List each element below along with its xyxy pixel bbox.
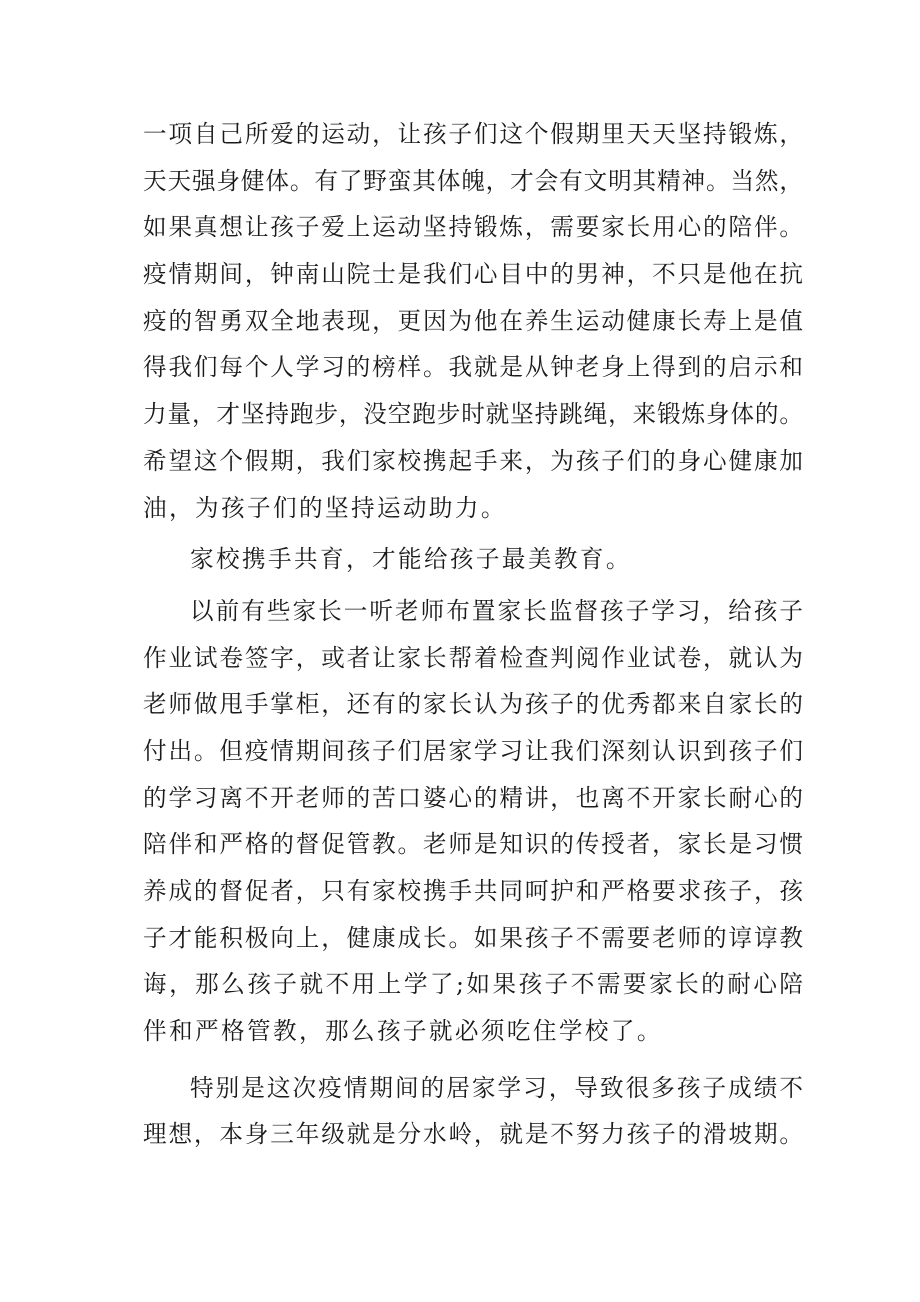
paragraph-line: 希望这个假期，我们家校携起手来，为孩子们的身心健康加 <box>143 446 803 475</box>
paragraph-line: 作业试卷签字，或者让家长帮着检查判阅作业试卷，就认为 <box>143 643 803 672</box>
paragraph-line: 家校携手共育，才能给孩子最美教育。 <box>190 545 632 574</box>
paragraph-line: 得我们每个人学习的榜样。我就是从钟老身上得到的启示和 <box>143 353 803 382</box>
paragraph-line: 养成的督促者，只有家校携手共同呵护和严格要求孩子，孩 <box>143 877 803 905</box>
paragraph-line: 力量，才坚持跑步，没空跑步时就坚持跳绳，来锻炼身体的。 <box>143 400 803 429</box>
paragraph-line: 理想，本身三年级就是分水岭，就是不努力孩子的滑坡期。 <box>143 1120 803 1149</box>
paragraph-line: 的学习离不开老师的苦口婆心的精讲，也离不开家长耐心的 <box>143 783 803 812</box>
paragraph-line: 疫的智勇双全地表现，更因为他在养生运动健康长寿上是值 <box>143 306 803 335</box>
paragraph-line: 油，为孩子们的坚持运动助力。 <box>143 493 507 522</box>
body-text <box>143 111 803 1158</box>
paragraph-line: 老师做甩手掌柜，还有的家长认为孩子的优秀都来自家长的 <box>143 690 803 719</box>
paragraph-line: 以前有些家长一听老师布置家长监督孩子学习，给孩子 <box>190 596 803 625</box>
paragraph-line: 特别是这次疫情期间的居家学习，导致很多孩子成绩不 <box>190 1073 803 1102</box>
paragraph-line: 子才能积极向上，健康成长。如果孩子不需要老师的谆谆教 <box>143 923 803 952</box>
paragraph-line: 天天强身健体。有了野蛮其体魄，才会有文明其精神。当然， <box>143 166 803 195</box>
paragraph-line: 疫情期间，钟南山院士是我们心目中的男神，不只是他在抗 <box>143 260 803 289</box>
paragraph-line: 如果真想让孩子爱上运动坚持锻炼，需要家长用心的陪伴。 <box>143 213 803 242</box>
paragraph-line: 付出。但疫情期间孩子们居家学习让我们深刻认识到孩子们 <box>143 736 803 765</box>
paragraph-line: 陪伴和严格的督促管教。老师是知识的传授者，家长是习惯 <box>143 830 803 859</box>
paragraph-line: 伴和严格管教，那么孩子就必须吃住学校了。 <box>143 1017 663 1046</box>
paragraph-line: 诲，那么孩子就不用上学了;如果孩子不需要家长的耐心陪 <box>143 970 803 999</box>
paragraph-line: 一项自己所爱的运动，让孩子们这个假期里天天坚持锻炼， <box>143 120 803 148</box>
